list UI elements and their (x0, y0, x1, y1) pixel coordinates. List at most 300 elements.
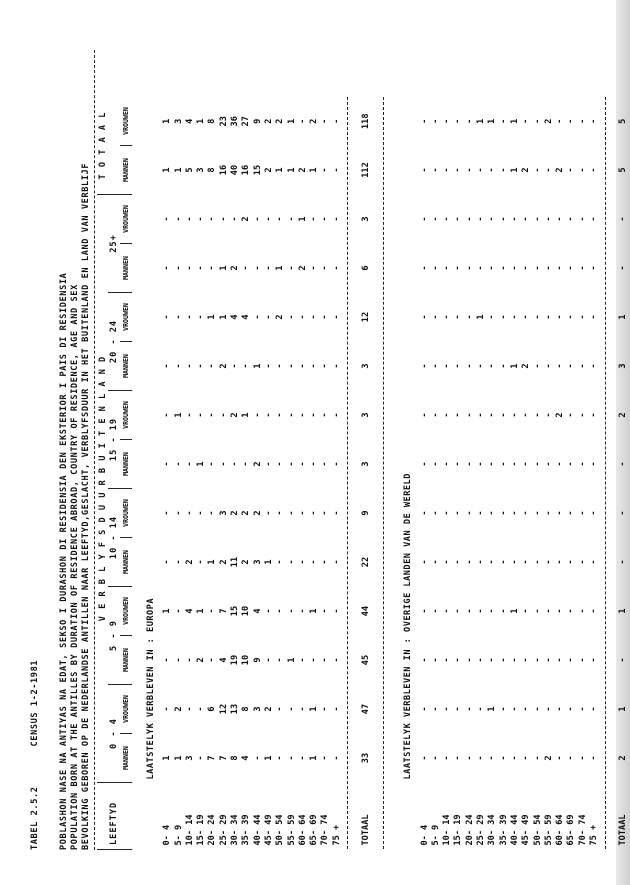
table-cell: 1 (173, 412, 184, 418)
table-cell: - (297, 706, 308, 712)
age-group-label: 40- 44 (252, 814, 263, 846)
total-cell: 3 (360, 216, 371, 222)
table-cell: - (509, 559, 520, 565)
vrouwen-header: VROUWEN (120, 587, 132, 636)
table-cell: - (331, 265, 342, 271)
table-row (195, 97, 206, 850)
rotated-table-content (30, 50, 628, 850)
table-cell: - (566, 412, 577, 418)
table-cell: - (566, 167, 577, 173)
table-cell: - (263, 314, 274, 320)
table-cell: - (331, 559, 342, 565)
table-cell: - (252, 412, 263, 418)
table-cell: - (196, 363, 207, 369)
table-row (184, 97, 195, 850)
table-cell: - (320, 412, 331, 418)
table-cell: - (162, 559, 173, 565)
table-cell: 2 (309, 118, 320, 124)
table-cell: - (297, 314, 308, 320)
table-cell: 1 (309, 608, 320, 614)
table-cell: - (430, 412, 441, 418)
age-group-label: 20- 24 (464, 814, 475, 846)
table-cell: 2 (275, 314, 286, 320)
table-cell: - (207, 510, 218, 516)
table-cell: - (487, 559, 498, 565)
total-label: TOTAAL (617, 814, 628, 846)
total-cell: 44 (360, 605, 371, 617)
table-cell: - (419, 510, 430, 516)
table-cell: 1 (487, 118, 498, 124)
table-cell: - (543, 265, 554, 271)
table-cell: - (566, 118, 577, 124)
table-cell: - (297, 657, 308, 663)
age-group-label: 0- 4 (162, 824, 173, 846)
table-cell: 1 (173, 167, 184, 173)
table-cell: - (532, 314, 543, 320)
table-cell: - (453, 657, 464, 663)
section-title: LAATSTELYK VERBLEVEN IN : EUROPA (145, 597, 156, 780)
table-cell: 1 (207, 559, 218, 565)
table-cell: 2 (230, 510, 241, 516)
table-cell: 4 (241, 755, 252, 761)
table-cell: - (430, 265, 441, 271)
table-cell: - (476, 363, 487, 369)
table-cell: - (566, 755, 577, 761)
table-cell: - (230, 461, 241, 467)
table-cell: 6 (207, 706, 218, 712)
age-group-label: 15- 19 (196, 814, 207, 846)
age-group-label: 60- 64 (555, 814, 566, 846)
table-cell: - (430, 657, 441, 663)
table-cell: - (589, 167, 600, 173)
total-cell: 3 (360, 363, 371, 369)
table-cell: - (218, 216, 229, 222)
table-cell: - (297, 559, 308, 565)
table-cell: - (487, 314, 498, 320)
table-cell: - (577, 559, 588, 565)
table-cell: 1 (476, 314, 487, 320)
table-cell: - (521, 559, 532, 565)
table-cell: 2 (297, 265, 308, 271)
table-cell: - (331, 510, 342, 516)
total-cell: 1 (617, 608, 628, 614)
table-cell: - (207, 461, 218, 467)
table-cell: - (577, 706, 588, 712)
age-group-label: 30- 34 (230, 814, 241, 846)
age-group-label: 55- 59 (543, 814, 554, 846)
table-cell: - (309, 265, 320, 271)
total-cell: 1 (617, 314, 628, 320)
table-cell: - (162, 706, 173, 712)
table-cell: - (320, 706, 331, 712)
table-cell: 2 (184, 559, 195, 565)
table-cell: - (476, 510, 487, 516)
table-cell: - (297, 412, 308, 418)
table-cell: - (577, 167, 588, 173)
table-row (275, 97, 286, 850)
mannen-header: MANNEN (120, 734, 132, 783)
table-cell: 1 (162, 118, 173, 124)
title-dutch: BEVOLKING GEBOREN OP DE NEDERLANDSE ANTILLEN NAAR LEEFTYD,GESLACHT, VERBLYFSDUUR IN HET BUITENLAND EN LAND VAN VERBLIJF (81, 162, 91, 850)
table-cell: - (320, 559, 331, 565)
age-group-label: 10- 14 (184, 814, 195, 846)
table-cell: - (419, 216, 430, 222)
total-row (354, 97, 378, 850)
table-cell: - (453, 216, 464, 222)
table-cell: 4 (241, 314, 252, 320)
table-cell: 2 (218, 559, 229, 565)
table-cell: - (275, 657, 286, 663)
table-cell: 1 (286, 118, 297, 124)
table-cell: - (577, 314, 588, 320)
table-cell: - (275, 412, 286, 418)
table-cell: - (543, 657, 554, 663)
age-group-label: 10- 14 (442, 814, 453, 846)
mannen-header: MANNEN (120, 244, 132, 293)
table-cell: - (331, 461, 342, 467)
table-cell: 1 (252, 363, 263, 369)
table-cell: 3 (173, 118, 184, 124)
table-cell: - (521, 216, 532, 222)
total-cell: - (617, 559, 628, 565)
table-cell: - (476, 216, 487, 222)
table-cell: - (263, 510, 274, 516)
table-cell: 10 (241, 605, 252, 617)
age-group-label: 65- 69 (309, 814, 320, 846)
table-cell: - (498, 412, 509, 418)
table-cell: 2 (196, 657, 207, 663)
table-cell: - (555, 559, 566, 565)
table-row (419, 97, 430, 850)
table-cell: - (589, 559, 600, 565)
table-cell: 8 (230, 755, 241, 761)
table-row (487, 97, 498, 850)
table-cell: - (207, 657, 218, 663)
table-cell: - (286, 314, 297, 320)
table-cell: - (297, 510, 308, 516)
table-cell: - (275, 216, 286, 222)
table-cell: - (543, 314, 554, 320)
divider (347, 97, 348, 850)
table-cell: - (464, 559, 475, 565)
table-cell: - (555, 118, 566, 124)
table-cell: - (162, 412, 173, 418)
total-cell: 22 (360, 556, 371, 568)
mannen-header: MANNEN (120, 146, 132, 195)
table-cell: 11 (230, 556, 241, 568)
table-cell: - (476, 559, 487, 565)
table-cell: - (320, 216, 331, 222)
table-cell: - (476, 167, 487, 173)
table-cell: - (252, 755, 263, 761)
table-cell: 1 (286, 167, 297, 173)
table-cell: - (521, 755, 532, 761)
table-cell: 2 (218, 363, 229, 369)
table-cell: - (464, 265, 475, 271)
table-cell: - (589, 363, 600, 369)
age-column-label: LEEFTYD (108, 783, 119, 850)
table-cell: 1 (263, 559, 274, 565)
table-cell: - (589, 608, 600, 614)
table-cell: - (476, 265, 487, 271)
table-cell: 1 (196, 608, 207, 614)
table-cell: - (498, 608, 509, 614)
table-row (442, 97, 453, 850)
table-cell: 4 (184, 118, 195, 124)
table-row (498, 97, 509, 850)
table-cell: 16 (241, 164, 252, 176)
total-cell: 47 (360, 703, 371, 715)
table-cell: - (230, 363, 241, 369)
table-cell: 15 (230, 605, 241, 617)
table-cell: - (297, 118, 308, 124)
table-cell: - (442, 118, 453, 124)
table-cell: - (419, 657, 430, 663)
table-cell: - (419, 363, 430, 369)
table-cell: - (196, 706, 207, 712)
table-cell: - (589, 510, 600, 516)
table-cell: - (331, 216, 342, 222)
table-cell: - (331, 657, 342, 663)
table-cell: - (487, 265, 498, 271)
table-cell: - (286, 461, 297, 467)
group-15-19: 15 - 19 (108, 391, 119, 489)
table-cell: 2 (230, 265, 241, 271)
table-cell: 4 (230, 314, 241, 320)
span-spacer (97, 783, 108, 850)
table-cell: - (442, 363, 453, 369)
table-cell: - (453, 363, 464, 369)
table-cell: 1 (162, 755, 173, 761)
total-cell: 5 (617, 167, 628, 173)
header-divider (94, 50, 95, 850)
table-cell: 1 (275, 265, 286, 271)
table-cell: - (297, 608, 308, 614)
table-cell: - (521, 510, 532, 516)
table-cell: - (577, 510, 588, 516)
table-cell: - (555, 363, 566, 369)
table-row (207, 97, 218, 850)
table-cell: - (275, 608, 286, 614)
table-cell: - (320, 314, 331, 320)
table-cell: - (532, 510, 543, 516)
table-cell: - (555, 461, 566, 467)
table-cell: - (207, 363, 218, 369)
table-cell: 2 (241, 510, 252, 516)
table-cell: - (498, 461, 509, 467)
age-group-label: 35- 39 (241, 814, 252, 846)
table-cell: - (487, 363, 498, 369)
table-cell: - (320, 265, 331, 271)
table-cell: - (509, 314, 520, 320)
table-row (241, 97, 252, 850)
table-cell: - (464, 363, 475, 369)
table-cell: - (532, 559, 543, 565)
table-row (229, 97, 240, 850)
age-group-label: 40- 44 (509, 814, 520, 846)
total-cell: - (617, 265, 628, 271)
group-25-plus: 25+ (108, 195, 119, 293)
table-cell: - (487, 755, 498, 761)
table-cell: - (476, 657, 487, 663)
total-cell: 12 (360, 311, 371, 323)
table-cell: 13 (230, 703, 241, 715)
table-cell: 1 (286, 657, 297, 663)
section-title: LAATSTELYK VERBLEVEN IN : OVERIGE LANDEN VAN DE WERELD (402, 473, 413, 780)
table-cell: - (430, 608, 441, 614)
age-subheader-spacer (120, 783, 132, 850)
table-cell: - (589, 657, 600, 663)
table-cell: - (543, 559, 554, 565)
table-cell: - (464, 755, 475, 761)
table-cell: - (320, 167, 331, 173)
table-cell: - (453, 265, 464, 271)
vrouwen-header: VROUWEN (120, 293, 132, 342)
table-cell: - (577, 755, 588, 761)
table-cell: 1 (509, 167, 520, 173)
table-cell: - (263, 412, 274, 418)
table-cell: - (555, 314, 566, 320)
table-row (308, 97, 319, 850)
table-cell: - (532, 216, 543, 222)
table-cell: - (162, 510, 173, 516)
table-cell: - (309, 363, 320, 369)
table-cell: - (532, 657, 543, 663)
census-date: CENSUS 1-2-1981 (30, 659, 40, 747)
table-cell: - (419, 755, 430, 761)
table-cell: 8 (207, 118, 218, 124)
table-cell: - (521, 265, 532, 271)
table-row (509, 97, 520, 850)
table-cell: - (184, 657, 195, 663)
table-cell: - (532, 167, 543, 173)
table-row (320, 97, 331, 850)
table-cell: - (498, 755, 509, 761)
table-cell: 27 (241, 116, 252, 127)
table-cell: - (196, 265, 207, 271)
table-cell: 36 (230, 116, 241, 127)
table-cell: - (464, 657, 475, 663)
table-cell: - (476, 461, 487, 467)
table-cell: - (196, 559, 207, 565)
table-cell: - (320, 461, 331, 467)
table-cell: - (555, 608, 566, 614)
table-cell: - (521, 314, 532, 320)
total-cell: - (617, 216, 628, 222)
table-cell: 2 (173, 706, 184, 712)
table-cell: - (555, 657, 566, 663)
table-cell: - (230, 216, 241, 222)
table-cell: - (509, 755, 520, 761)
table-cell: 1 (509, 118, 520, 124)
table-cell: - (173, 314, 184, 320)
table-cell: 4 (218, 657, 229, 663)
age-group-label: 15- 19 (453, 814, 464, 846)
total-cell: - (617, 461, 628, 467)
table-cell: - (566, 314, 577, 320)
table-cell: - (589, 216, 600, 222)
age-group-label: 75 + (589, 824, 600, 846)
group-20-24: 20 - 24 (108, 293, 119, 391)
table-cell: 2 (263, 118, 274, 124)
table-cell: - (162, 314, 173, 320)
table-cell: - (173, 216, 184, 222)
table-cell: - (184, 314, 195, 320)
table-cell: - (577, 118, 588, 124)
table-row (173, 97, 184, 850)
table-cell: 8 (241, 706, 252, 712)
table-cell: - (566, 461, 577, 467)
table-cell: - (263, 216, 274, 222)
table-cell: - (173, 559, 184, 565)
total-cell: 2 (617, 755, 628, 761)
table-row (588, 97, 599, 850)
table-cell: - (442, 657, 453, 663)
table-cell: 1 (309, 755, 320, 761)
table-cell: 1 (196, 118, 207, 124)
table-cell: - (309, 412, 320, 418)
table-cell: - (184, 265, 195, 271)
table-cell: - (566, 510, 577, 516)
table-row (453, 97, 464, 850)
group-0-4: 0 - 4 (108, 685, 119, 783)
table-cell: - (543, 608, 554, 614)
total-cell: 9 (360, 510, 371, 516)
table-cell: 3 (184, 755, 195, 761)
table-cell: - (509, 412, 520, 418)
table-cell: - (464, 461, 475, 467)
table-cell: - (577, 216, 588, 222)
table-cell: - (566, 608, 577, 614)
table-cell: - (184, 461, 195, 467)
age-group-label: 25- 29 (218, 814, 229, 846)
table-cell: 2 (555, 167, 566, 173)
table-cell: - (263, 363, 274, 369)
table-cell: - (297, 363, 308, 369)
table-cell: 40 (230, 164, 241, 176)
table-cell: - (430, 706, 441, 712)
table-cell: - (487, 657, 498, 663)
table-cell: - (509, 216, 520, 222)
table-cell: - (566, 657, 577, 663)
table-cell: 1 (297, 216, 308, 222)
table-cell: - (498, 216, 509, 222)
mannen-header: MANNEN (120, 440, 132, 489)
table-cell: - (252, 265, 263, 271)
age-group-label: 30- 34 (487, 814, 498, 846)
table-cell: - (509, 510, 520, 516)
table-row (162, 97, 173, 850)
table-cell: - (419, 706, 430, 712)
table-cell: 2 (241, 216, 252, 222)
table-cell: - (442, 167, 453, 173)
table-cell: 1 (173, 755, 184, 761)
table-row (577, 97, 588, 850)
table-cell: - (498, 363, 509, 369)
table-cell: - (453, 461, 464, 467)
table-cell: 2 (543, 118, 554, 124)
table-cell: - (453, 559, 464, 565)
table-cell: 3 (252, 706, 263, 712)
table-cell: - (577, 461, 588, 467)
table-row (252, 97, 263, 850)
table-cell: - (320, 608, 331, 614)
table-cell: - (509, 461, 520, 467)
table-cell: 1 (487, 706, 498, 712)
table-cell: 15 (252, 164, 263, 176)
table-cell: 3 (218, 510, 229, 516)
table-cell: - (331, 363, 342, 369)
